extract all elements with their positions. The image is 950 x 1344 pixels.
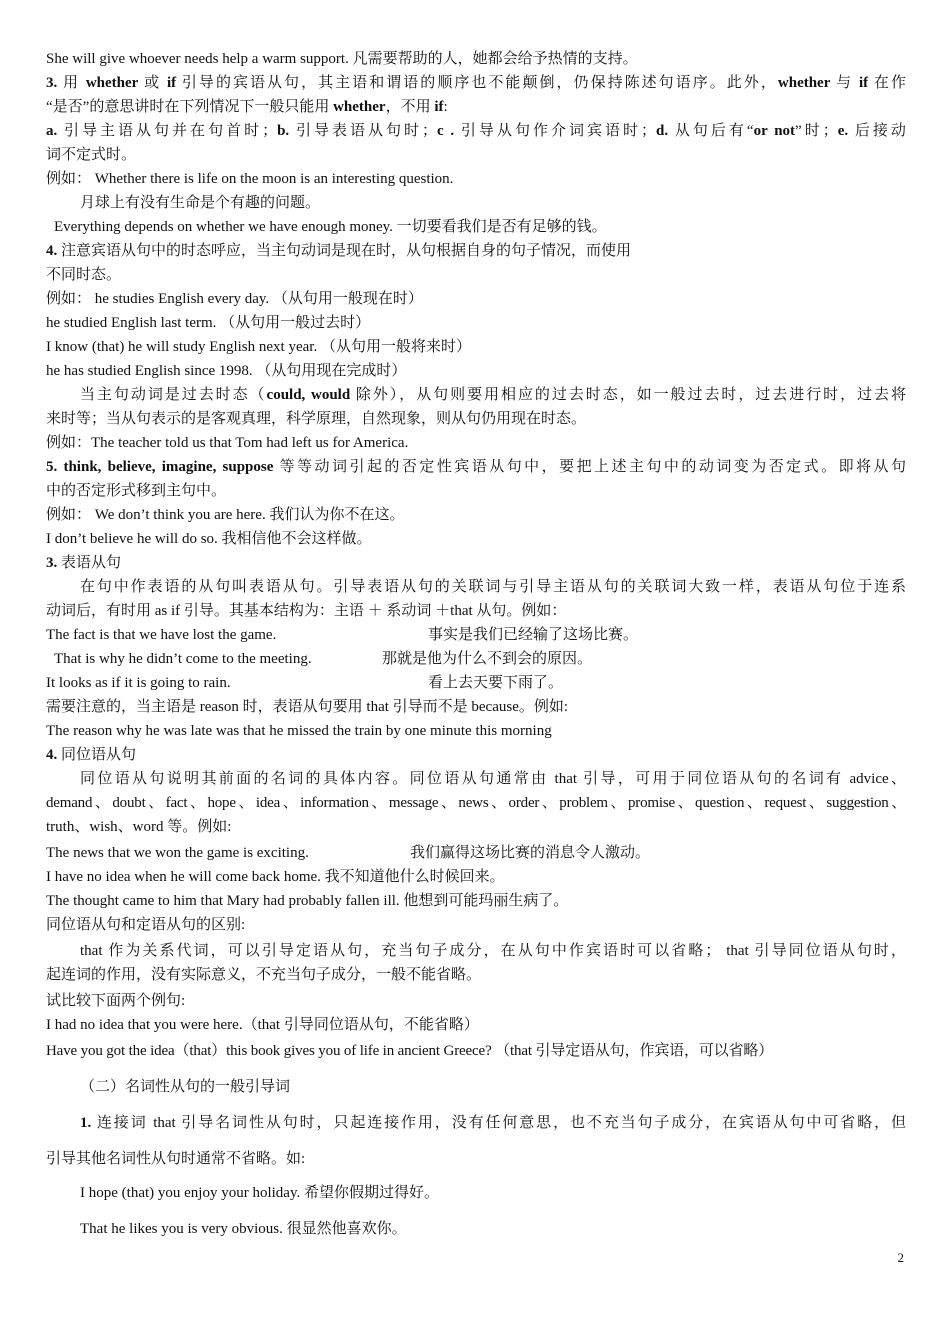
- text-line: 在句中作表语的从句叫表语从句。引导表语从句的关联词与引导主语从句的关联词大致一样，表语从句位于连系: [80, 579, 906, 595]
- example-line: I know (that) he will study English next year. （从句用一般将来时）: [46, 339, 471, 355]
- point-number: 4.: [46, 747, 58, 763]
- example-line: 例如： We don’t think you are here. 我们认为你不在这。: [46, 507, 405, 523]
- text-span: 或: [138, 75, 167, 91]
- keyword: if: [166, 75, 177, 91]
- example-en: The news that we won the game is exciting.: [46, 845, 309, 861]
- text-line: 中的否定形式移到主句中。: [46, 483, 227, 499]
- point-number: 3.: [46, 555, 58, 571]
- example-line: he has studied English since 1998. （从句用现在完成时）: [46, 363, 407, 379]
- text-span: 注意宾语从句中的时态呼应，当主句动词是现在时，从句根据自身的句子情况，而使用: [57, 243, 632, 259]
- section-heading-appositive-clause: [46, 745, 906, 765]
- example-line: [54, 649, 906, 669]
- text-span: 引导表语从句时；: [289, 123, 437, 139]
- text-line: demand、doubt、fact、hope、idea、information、message、news、order、problem、promise、question、request、suggestion、: [46, 795, 906, 811]
- example-line: The reason why he was late was that he missed the train by one minute this morning: [46, 723, 552, 739]
- example-line: I don’t believe he will do so. 我相信他不会这样做。: [46, 531, 372, 547]
- example-line: That he likes you is very obvious. 很显然他喜欢你。: [80, 1221, 407, 1237]
- text-line: [80, 385, 906, 405]
- text-span: 等等动词引起的否定性宾语从句中，要把上述主句中的动词变为否定式。即将从句: [273, 459, 906, 475]
- heading-point-3: [46, 73, 906, 93]
- text-line: truth、wish、word 等。例如:: [46, 819, 232, 835]
- heading-point-5: [46, 457, 906, 477]
- text-span: 除外），从句则要用相应的过去时态，如一般过去时，过去进行时，过去将: [350, 387, 906, 403]
- item-label: d.: [656, 123, 669, 139]
- example-line: [46, 625, 906, 645]
- text-span: 在作: [868, 75, 906, 91]
- text-span: :: [443, 99, 448, 115]
- point-number: 1.: [80, 1115, 92, 1131]
- text-line: 试比较下面两个例句:: [46, 993, 186, 1009]
- example-en: That is why he didn’t come to the meeting.: [54, 651, 312, 667]
- example-zh: 事实是我们已经输了这场比赛。: [428, 627, 639, 643]
- example-line: I hope (that) you enjoy your holiday. 希望你假期过得好。: [80, 1185, 439, 1201]
- example-line: I have no idea when he will come back home. 我不知道他什么时候回来。: [46, 869, 505, 885]
- text-span: ”时；: [795, 123, 838, 139]
- example-zh: 看上去天要下雨了。: [428, 675, 564, 691]
- page-number: 2: [897, 1250, 904, 1265]
- example-line: he studied English last term. （从句用一般过去时）: [46, 315, 371, 331]
- example-line: Have you got the idea（that）this book gives you of life in ancient Greece? （that 引导定语从句，作宾语，可以省略）: [46, 1043, 774, 1059]
- text-line: She will give whoever needs help a warm support. 凡需要帮助的人，她都会给予热情的支持。: [46, 51, 638, 67]
- item-label: a.: [46, 123, 58, 139]
- example-en: The fact is that we have lost the game.: [46, 627, 277, 643]
- example-zh: 那就是他为什么不到会的原因。: [382, 651, 593, 667]
- translation-line: 月球上有没有生命是个有趣的问题。: [80, 195, 321, 211]
- keyword: if: [434, 99, 444, 115]
- example-line: [46, 843, 906, 863]
- keyword: whether: [85, 75, 139, 91]
- example-line: [46, 673, 906, 693]
- item-label: b.: [277, 123, 290, 139]
- point-number: 4.: [46, 243, 58, 259]
- text-line: 来时等；当从句表示的是客观真理，科学原理，自然现象，则从句仍用现在时态。: [46, 411, 587, 427]
- item-label: e.: [837, 123, 849, 139]
- keyword: whether: [333, 99, 386, 115]
- keyword: could, would: [266, 387, 351, 403]
- point-number: 3.: [46, 75, 58, 91]
- text-span: 用: [57, 75, 86, 91]
- text-line: 同位语从句说明其前面的名词的具体内容。同位语从句通常由 that 引导，可用于同位语从句的名词有 advice、: [80, 771, 906, 787]
- keyword: 5. think, believe, imagine, suppose: [46, 459, 274, 475]
- text-span: 与: [830, 75, 859, 91]
- text-line: [46, 121, 906, 141]
- text-line: 引导其他名词性从句时通常不省略。如:: [46, 1151, 306, 1167]
- text-span: 引导主语从句并在句首时；: [57, 123, 278, 139]
- example-zh: 我们赢得这场比赛的消息令人激动。: [410, 845, 651, 861]
- text-line: [80, 1113, 906, 1133]
- example-en: It looks as if it is going to rain.: [46, 675, 231, 691]
- text-line: 不同时态。: [46, 267, 122, 283]
- text-span: 引导的宾语从句，其主语和谓语的顺序也不能颠倒，仍保持陈述句语序。此外，: [176, 75, 778, 91]
- keyword: whether: [777, 75, 831, 91]
- text-span: 表语从句: [57, 555, 122, 571]
- example-line: Everything depends on whether we have enough money. 一切要看我们是否有足够的钱。: [54, 219, 607, 235]
- text-line: 动词后，有时用 as if 引导。其基本结构为：主语 ＋ 系动词 ＋that 从句。例如：: [46, 603, 567, 619]
- text-span: ，不用: [385, 99, 435, 115]
- heading-point-4: [46, 241, 906, 261]
- text-span: 同位语从句: [57, 747, 137, 763]
- text-span: 连接词 that 引导名词性从句时，只起连接作用，没有任何意思，也不充当句子成分，在宾语从句中可省略，但: [91, 1115, 906, 1131]
- example-line: I had no idea that you were here.（that 引导同位语从句，不能省略）: [46, 1017, 479, 1033]
- text-line: 起连词的作用，没有实际意义，不充当句子成分，一般不能省略。: [46, 967, 482, 983]
- section-heading-predicative-clause: [46, 553, 906, 573]
- text-span: 后接动: [848, 123, 906, 139]
- text-line: [46, 97, 906, 117]
- text-line: 需要注意的，当主语是 reason 时，表语从句要用 that 引导而不是 because。例如:: [46, 699, 569, 715]
- text-line: 词不定式时。: [46, 147, 137, 163]
- text-span: 从句后有“: [668, 123, 754, 139]
- text-span: 当主句动词是过去时态（: [80, 387, 267, 403]
- example-line: 例如： Whether there is life on the moon is an interesting question.: [46, 171, 454, 187]
- text-span: “是否”的意思讲时在下列情况下一般只能用: [46, 99, 334, 115]
- example-line: 例如：The teacher told us that Tom had left us for America.: [46, 435, 409, 451]
- item-label: c .: [437, 123, 455, 139]
- subsection-heading: （二）名词性从句的一般引导词: [80, 1079, 291, 1095]
- example-line: The thought came to him that Mary had probably fallen ill. 他想到可能玛丽生病了。: [46, 893, 569, 909]
- keyword: or not: [753, 123, 796, 139]
- text-line: that 作为关系代词，可以引导定语从句，充当句子成分，在从句中作宾语时可以省略； that 引导同位语从句时，: [80, 943, 906, 959]
- keyword: if: [858, 75, 869, 91]
- text-line: 同位语从句和定语从句的区别:: [46, 917, 246, 933]
- example-line: 例如： he studies English every day. （从句用一般现在时）: [46, 291, 423, 307]
- text-span: 引导从句作介词宾语时；: [454, 123, 657, 139]
